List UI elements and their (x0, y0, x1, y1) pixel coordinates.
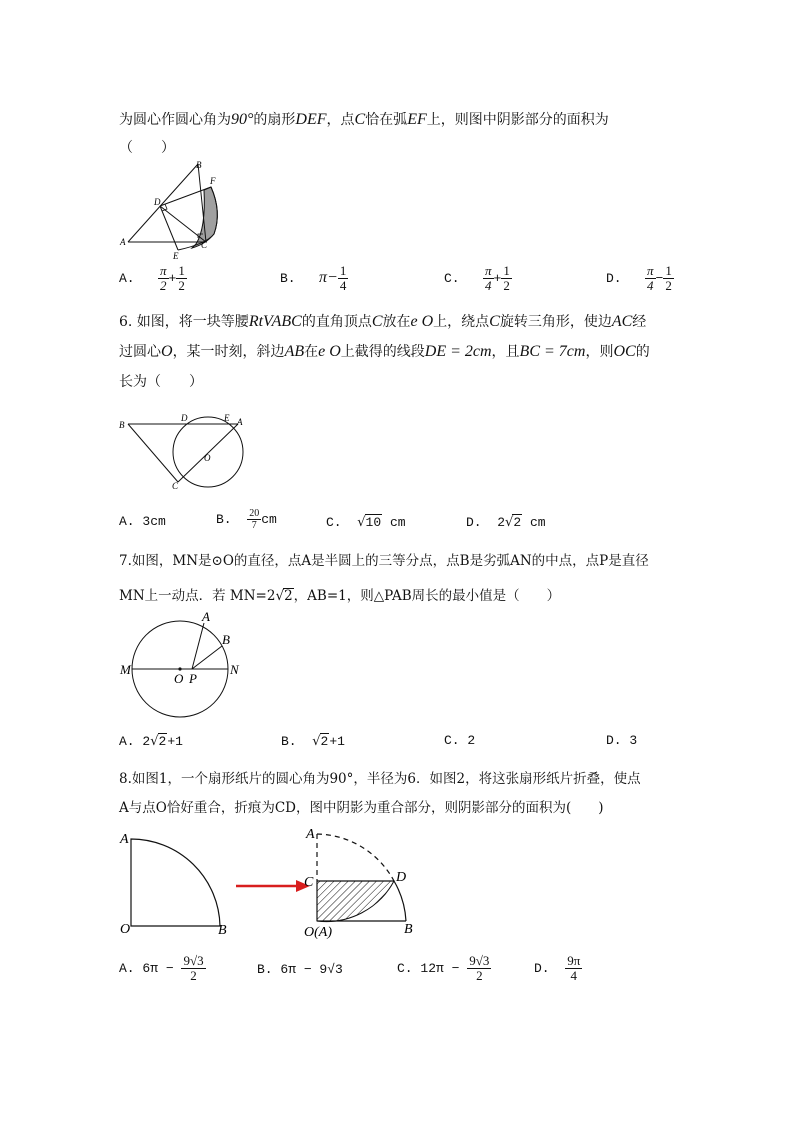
q8-option-c[interactable]: C. 12π − $\frac{9√3}{2}$ (397, 953, 490, 983)
q6-option-a[interactable]: A. 3cm (119, 514, 166, 529)
q6-label-o: O (204, 453, 211, 463)
q6-option-b[interactable]: B. $\frac{20}{7}$ cm (216, 508, 277, 531)
q5-line1: 为圆心作圆心角为90°的扇形DEF，点C恰在弧EF上，则图中阴影部分的面积为 (119, 111, 609, 128)
q8-fig1-label-b: B (218, 923, 227, 938)
q7-label-b: B (222, 632, 230, 647)
q6-label-d: D (181, 413, 188, 423)
q5-shaded-region (192, 187, 217, 248)
q5-label-a: A (120, 237, 126, 247)
q6-label-a: A (237, 417, 243, 427)
q7-figure (118, 610, 248, 720)
q6-option-c[interactable]: C. √10 cm (326, 515, 406, 530)
q8-figure-1 (118, 826, 238, 938)
q8-fig2-label-d: D (396, 870, 407, 885)
q7-option-d[interactable]: D. 3 (606, 733, 638, 748)
q6-line1: 6. 如图，将一块等腰RtVABC的直角顶点C放在e O上，绕点C旋转三角形，使边AC经 (119, 313, 647, 330)
q7-option-b[interactable]: B. √2+1 (281, 734, 345, 749)
q5-figure (118, 158, 228, 261)
q8-figure-2 (304, 826, 424, 938)
q5-option-a[interactable]: A. $\frac{\pi}{2}$ + $\frac{1}{2}$ (119, 263, 185, 293)
q6-label-b: B (119, 420, 125, 430)
q8-fig1-label-a: A (120, 832, 129, 847)
q5-label-c: C (201, 240, 208, 250)
q8-fig2-label-a: A (306, 827, 315, 842)
q6-line2: 过圆心O，某一时刻，斜边AB在e O上截得的线段DE = 2cm，且BC = 7cm，则OC的 (119, 343, 650, 360)
q7-line2: MN上一动点．若 MN=2√2，AB=1，则△PAB周长的最小值是（ ） (119, 588, 561, 604)
q5-label-d: D (154, 197, 161, 207)
q5-option-c[interactable]: C. $\frac{\pi}{4}$ + $\frac{1}{2}$ (444, 263, 510, 293)
q6-label-e: E (224, 413, 230, 423)
q8-arrow (234, 880, 314, 892)
q8-fig2-label-c: C (304, 875, 314, 890)
q8-line2: A与点O恰好重合，折痕为CD，图中阴影为重合部分，则阴影部分的面积为( ) (119, 800, 604, 816)
q7-label-a: A (202, 609, 210, 624)
q5-paren: （ ） (119, 140, 175, 156)
q8-line1: 8.如图1，一个扇形纸片的圆心角为90°，半径为6．如图2，将这张扇形纸片折叠，使点 (119, 771, 641, 787)
q7-label-m: M (120, 662, 131, 677)
q5-option-d[interactable]: D. $\frac{\pi}{4}$ − $\frac{1}{2}$ (606, 263, 672, 293)
q7-line1: 7.如图，MN是⊙O的直径，点A是半圆上的三等分点，点B是劣弧AN的中点，点P是直径 (119, 553, 649, 569)
q8-fig2-label-oa: O(A) (304, 925, 332, 940)
q7-option-c[interactable]: C. 2 (444, 733, 476, 748)
q8-option-a[interactable]: A. 6π − $\frac{9√3}{2}$ (119, 953, 204, 983)
q8-hatched-region (317, 881, 394, 922)
q7-option-a[interactable]: A. 2√2+1 (119, 734, 183, 749)
q8-option-d[interactable]: D. $\frac{9\pi}{4}$ (534, 953, 581, 983)
q5-label-f: F (210, 176, 216, 186)
q7-label-n: N (230, 662, 239, 677)
q8-option-b[interactable]: B. 6π − 9√3 (257, 962, 343, 977)
q5-label-e: E (173, 251, 179, 261)
q5-label-b: B (196, 160, 202, 170)
q6-option-d[interactable]: D. 2√2 cm (466, 515, 546, 530)
q7-label-o: O (174, 671, 184, 686)
q8-fig2-label-b: B (404, 922, 413, 937)
q6-label-c: C (172, 481, 179, 491)
q7-label-p: P (189, 671, 197, 686)
q8-fig1-label-o: O (120, 922, 131, 937)
q6-figure (118, 412, 248, 492)
q6-line3: 长为（ ） (119, 374, 203, 390)
q5-option-b[interactable]: B. π− $\frac{1}{4}$ (280, 263, 347, 293)
